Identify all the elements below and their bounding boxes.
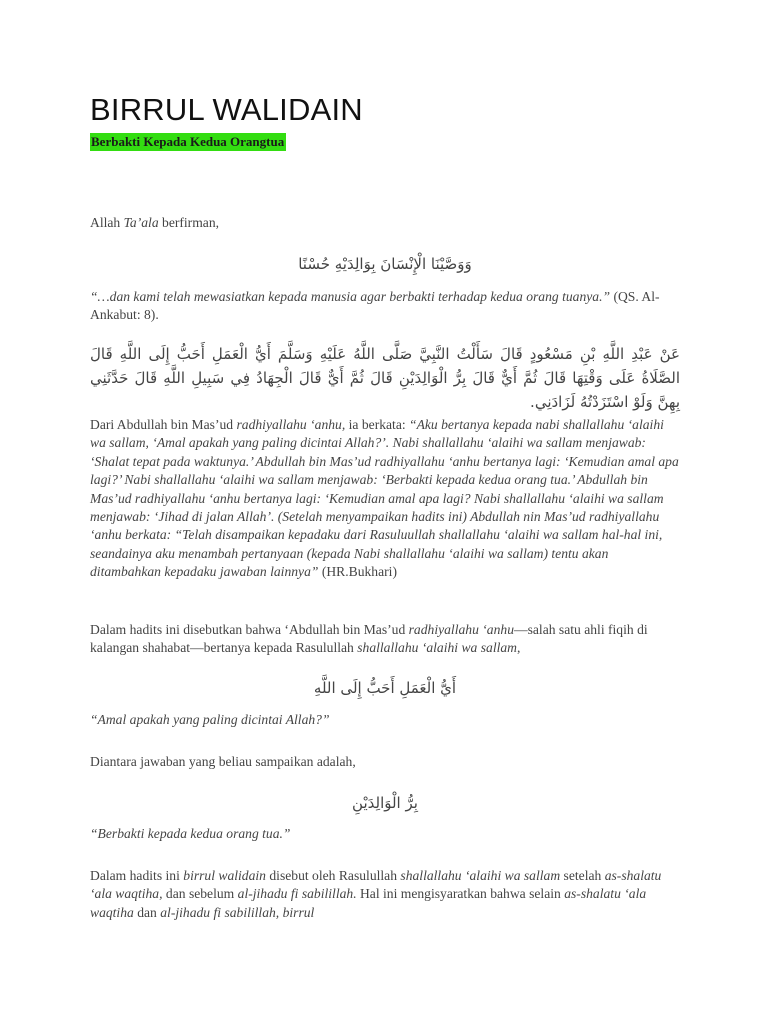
answer-arabic: بِرُّ الْوَالِدَيْنِ [352, 794, 418, 812]
conclusion-text-e: setelah [560, 868, 605, 883]
conclusion-term-shalat-2: as-shalatu ‘ala waqtiha [90, 886, 647, 920]
verse-reference: (QS. Al-Ankabut: 8). [90, 289, 660, 323]
conclusion-text-c: disebut oleh Rasulullah [265, 868, 401, 883]
conclusion-text-i: Hal ini mengisyaratkan bahwa selain [356, 886, 565, 902]
conclusion-term-jihad: al-jihadu fi sabilillah. [237, 886, 357, 902]
explanation-text-a: Dalam hadits ini disebutkan bahwa ‘Abdullah bin Mas’ud [90, 622, 409, 637]
question-translation-text: “Amal apakah yang paling dicintai Allah?” [90, 712, 330, 727]
conclusion-term-birrul: birrul walidain [183, 868, 266, 883]
verse-translation-text: “…dan kami telah mewasiatkan kepada manusia agar berbakti terhadap kedua orang tuanya.” [90, 289, 611, 304]
hadith-translation-paragraph [90, 416, 680, 582]
explanation-paragraph [90, 621, 680, 658]
intro-paragraph [90, 214, 680, 232]
highlighted-subtitle: Berbakti Kepada Kedua Orangtua [91, 134, 285, 149]
conclusion-text-g: dan sebelum [162, 886, 238, 902]
intro-prefix: Allah [90, 215, 124, 230]
hadith-reference: (HR.Bukhari) [318, 564, 397, 580]
intro-suffix: berfirman, [158, 215, 220, 230]
explanation-text-b: —salah satu ahli fiqih di kalangan shahabat—bertanya kepada Rasulullah [90, 622, 648, 656]
verse-translation [90, 288, 680, 325]
hadith-said: ia berkata: [345, 417, 410, 432]
question-arabic: أَيُّ الْعَمَلِ أَحَبُّ إِلَى اللَّهِ [313, 679, 457, 697]
explanation-salutation: shallallahu ‘alaihi wa sallam [357, 640, 517, 656]
question-translation [90, 711, 680, 729]
verse-arabic: وَوَصَّيْنَا الْإِنْسَانَ بِوَالِدَيْهِ حُسْنًا [298, 255, 472, 273]
page-title: BIRRUL WALIDAIN [90, 92, 363, 127]
answer-translation-text: “Berbakti kepada kedua orang tua.” [90, 826, 291, 841]
hadith-narrator: Dari Abdullah bin Mas’ud [90, 417, 237, 432]
hadith-arabic: عَنْ عَبْدِ اللَّهِ بْنِ مَسْعُودٍ قَالَ سَأَلْتُ النَّبِيَّ صَلَّى اللَّهُ عَلَيْهِ وَسَلَّمَ أَيُّ الْعَمَلِ أَحَبُّ إِلَى اللَّهِ قَالَ الصَّلَاةُ عَلَى وَقْتِهَا قَالَ ثُمَّ أَيٌّ قَالَ بِرُّ الْوَالِدَيْنِ قَالَ ثُمَّ أَيٌّ قَالَ الْجِهَادُ فِي سَبِيلِ اللَّهِ قَالَ حَدَّثَنِي بِهِنَّ وَلَوْ اسْتَزَدْتُهُ لَزَادَنِي. [90, 345, 680, 411]
conclusion-text-k: dan [133, 904, 161, 920]
conclusion-salutation: shallallahu ‘alaihi wa sallam [400, 868, 561, 883]
answer-translation [90, 825, 680, 843]
hadith-narrator-honorific: radhiyallahu ‘anhu, [236, 417, 346, 432]
answer-intro: Diantara jawaban yang beliau sampaikan adalah, [90, 754, 356, 769]
explanation-text-c: , [517, 640, 521, 656]
conclusion-term-jihad-2: al-jihadu fi sabilillah, birrul [160, 904, 315, 920]
hadith-translation-text: “Aku bertanya kepada nabi shallallahu ‘alaihi wa sallam, ‘Amal apakah yang paling dicintai Allah?’. Nabi shallallahu ‘alaihi wa sallam menjawab: ‘Shalat tepat pada waktunya.’ Abdullah bin Mas’ud radhiyallahu ‘anhu bertanya lagi: ‘Kemudian amal apa lagi?’ Nabi shallallahu ‘alaihi wa sallam menjawab: ‘Berbakti kepada kedua orang tua.’ Abdullah bin Mas’ud radhiyallahu ‘anhu bertanya lagi: ‘Kemudian amal apa lagi? Nabi shallallahu ‘alaihi wa sallam menjawab: ‘Jihad di jalan Allah’. (Setelah menyampaikan hadits ini) Abdullah nin Mas’ud radhiyallahu ‘anhu berkata: “Telah disampaikan kepadaku dari Rasuluullah shallallahu ‘alaihi wa sallam hal-hal ini, seandainya aku menambah pertanyaan (kepada Nabi shallallahu ‘alaihi wa sallam) tentu akan ditambahkan kepadaku jawaban lainnya” [90, 417, 679, 580]
conclusion-paragraph [90, 867, 680, 922]
conclusion-text-a: Dalam hadits ini [90, 868, 184, 883]
conclusion-term-shalat: as-shalatu ‘ala waqtiha, [90, 868, 662, 902]
explanation-honorific: radhiyallahu ‘anhu [408, 622, 514, 637]
intro-italic: Ta’ala [123, 215, 159, 230]
